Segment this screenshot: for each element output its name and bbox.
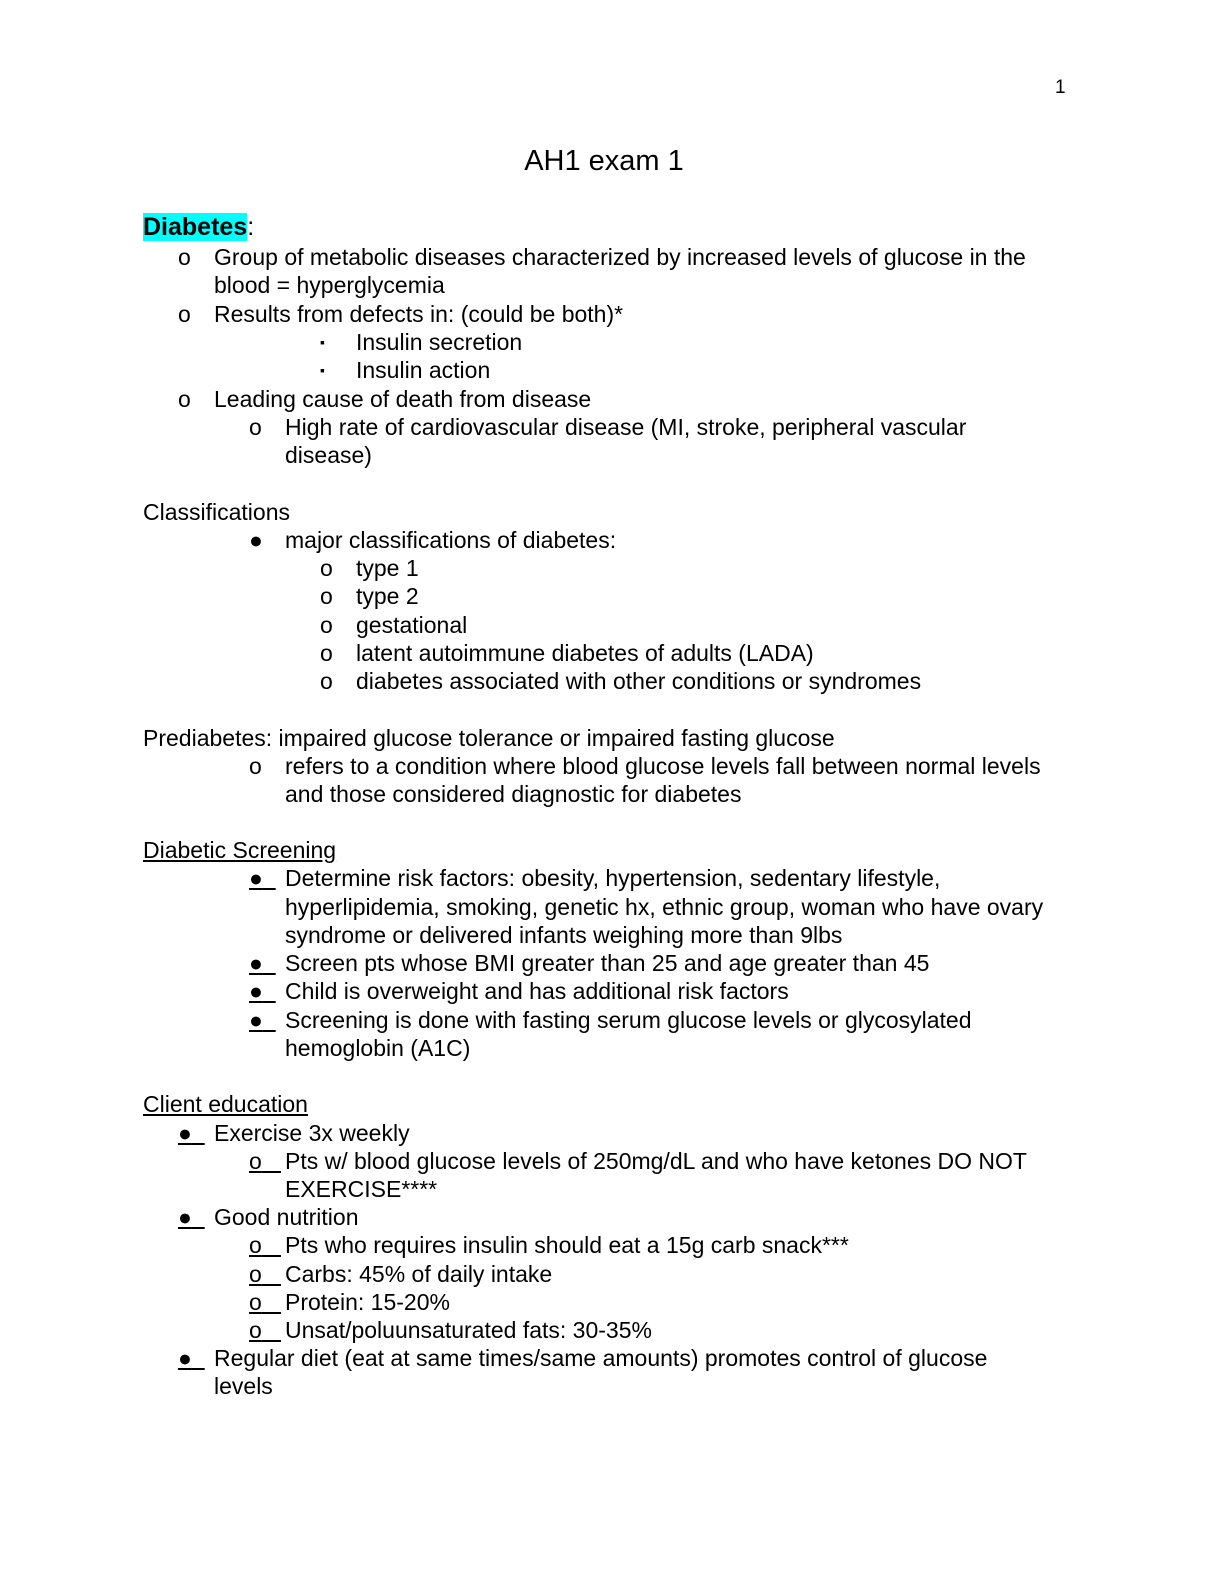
bullet-hollow-icon (249, 1316, 281, 1344)
bullet-glyph: ● (249, 950, 263, 976)
bullet-filled-icon (178, 1119, 205, 1147)
bullet-glyph: ● (178, 1345, 192, 1371)
bullet-hollow-icon: o (320, 668, 333, 694)
bullet-filled-icon (249, 977, 276, 1005)
bullet-hollow-icon (249, 1260, 281, 1288)
education-sub-line: Protein: 15-20% (285, 1289, 450, 1315)
diabetes-item-line: Group of metabolic diseases characterized by increased levels of glucose in the (214, 244, 1026, 270)
classification-item: type 1 (356, 555, 419, 581)
education-sub-line: EXERCISE**** (285, 1176, 438, 1202)
education-sub-line: Unsat/poluunsaturated fats: 30-35% (285, 1317, 652, 1343)
diabetes-heading-colon: : (247, 213, 255, 241)
screening-item-line: Child is overweight and has additional risk factors (285, 978, 789, 1004)
prediabetes-line: refers to a condition where blood glucose levels fall between normal levels (285, 753, 1041, 779)
bullet-hollow-icon: o (320, 640, 333, 666)
bullet-hollow-icon: o (320, 583, 333, 609)
bullet-hollow-icon (249, 1288, 281, 1316)
bullet-hollow-icon: o (249, 753, 262, 779)
screening-item-line: hemoglobin (A1C) (285, 1035, 471, 1061)
bullet-glyph: o (249, 1148, 262, 1174)
bullet-hollow-icon (249, 1147, 281, 1175)
classification-item: latent autoimmune diabetes of adults (LADA) (356, 640, 814, 666)
bullet-filled-icon (249, 864, 276, 892)
bullet-hollow-icon: o (249, 414, 262, 440)
screening-heading: Diabetic Screening (143, 837, 337, 863)
classifications-intro: major classifications of diabetes: (285, 527, 617, 553)
education-item-line: levels (214, 1373, 273, 1399)
bullet-hollow-icon: o (320, 612, 333, 638)
education-item-line: Exercise 3x weekly (214, 1120, 410, 1146)
bullet-square-icon: ▪ (320, 334, 325, 350)
bullet-glyph: ● (249, 865, 263, 891)
diabetes-item-line: blood = hyperglycemia (214, 272, 445, 298)
page-title: AH1 exam 1 (524, 145, 684, 177)
education-sub-line: Pts who requires insulin should eat a 15g carb snack*** (285, 1232, 849, 1258)
education-item-line: Good nutrition (214, 1204, 359, 1230)
bullet-filled-icon (249, 1006, 276, 1034)
diabetes-heading-highlight: Diabetes (143, 213, 248, 241)
page-number: 1 (1055, 77, 1066, 98)
prediabetes-heading: Prediabetes: impaired glucose tolerance or impaired fasting glucose (143, 725, 835, 751)
diabetes-item-line: Insulin action (356, 357, 491, 383)
diabetes-item-line: High rate of cardiovascular disease (MI, stroke, peripheral vascular (285, 414, 967, 440)
bullet-filled-icon (178, 1344, 205, 1372)
diabetes-item-line: Results from defects in: (could be both)* (214, 301, 624, 327)
diabetes-item-line: Leading cause of death from disease (214, 386, 592, 412)
diabetes-heading (143, 211, 254, 243)
bullet-glyph: ● (178, 1120, 192, 1146)
bullet-hollow-icon: o (178, 386, 191, 412)
bullet-glyph: o (249, 1261, 262, 1287)
education-sub-line: Pts w/ blood glucose levels of 250mg/dL and who have ketones DO NOT (285, 1148, 1027, 1174)
bullet-glyph: ● (178, 1204, 192, 1230)
prediabetes-line: and those considered diagnostic for diabetes (285, 781, 742, 807)
classifications-heading: Classifications (143, 499, 290, 525)
screening-item-line: Determine risk factors: obesity, hypertension, sedentary lifestyle, (285, 865, 941, 891)
bullet-glyph: ● (249, 978, 263, 1004)
screening-item-line: Screen pts whose BMI greater than 25 and age greater than 45 (285, 950, 930, 976)
diabetes-item-line: Insulin secretion (356, 329, 523, 355)
bullet-square-icon: ▪ (320, 362, 325, 378)
bullet-glyph: o (249, 1289, 262, 1315)
bullet-hollow-icon (249, 1231, 281, 1259)
screening-item-line: Screening is done with fasting serum glucose levels or glycosylated (285, 1007, 972, 1033)
education-item-line: Regular diet (eat at same times/same amounts) promotes control of glucose (214, 1345, 988, 1371)
screening-item-line: syndrome or delivered infants weighing more than 9lbs (285, 922, 843, 948)
screening-item-line: hyperlipidemia, smoking, genetic hx, ethnic group, woman who have ovary (285, 894, 1044, 920)
education-heading: Client education (143, 1091, 308, 1117)
bullet-glyph: ● (249, 1007, 263, 1033)
diabetes-item-line: disease) (285, 442, 372, 468)
bullet-hollow-icon: o (320, 555, 333, 581)
bullet-hollow-icon: o (178, 301, 191, 327)
classification-item: type 2 (356, 583, 419, 609)
classification-item: diabetes associated with other conditions or syndromes (356, 668, 922, 694)
bullet-hollow-icon: o (178, 244, 191, 270)
bullet-filled-icon: ● (249, 527, 263, 553)
bullet-filled-icon (178, 1203, 205, 1231)
bullet-glyph: o (249, 1232, 262, 1258)
classification-item: gestational (356, 612, 468, 638)
education-sub-line: Carbs: 45% of daily intake (285, 1261, 553, 1287)
bullet-filled-icon (249, 949, 276, 977)
bullet-glyph: o (249, 1317, 262, 1343)
